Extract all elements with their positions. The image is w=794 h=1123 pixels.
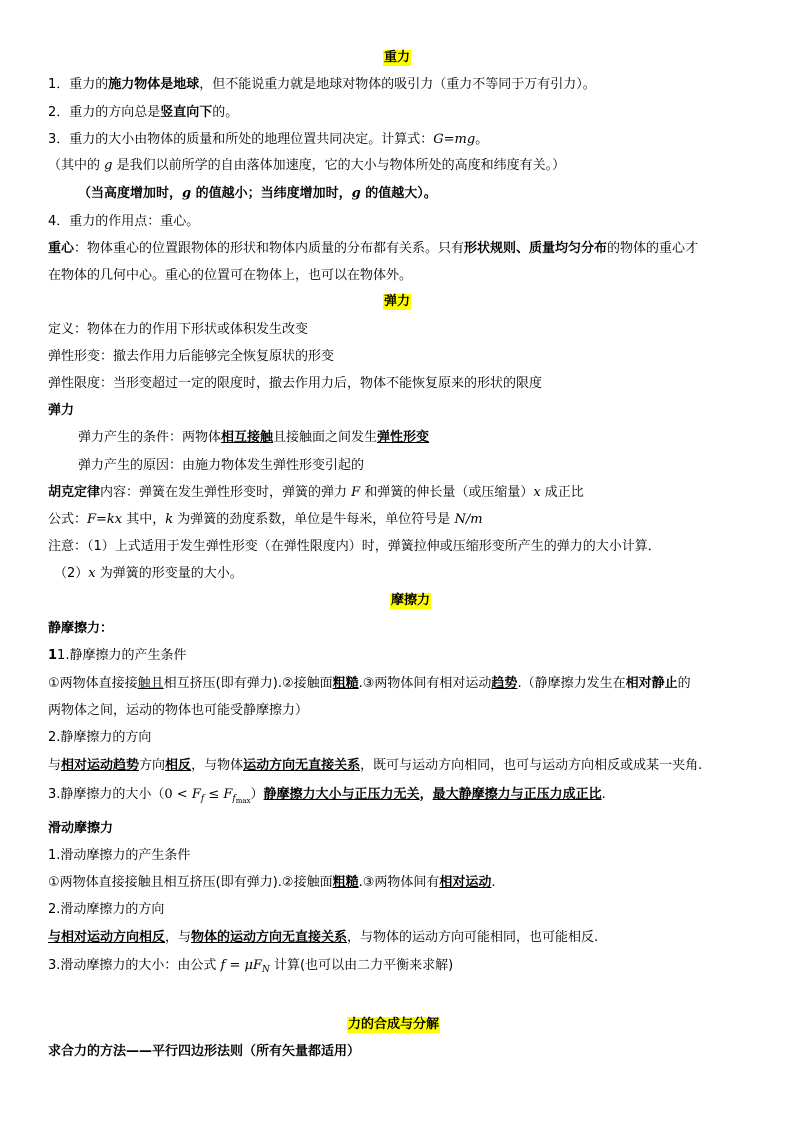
static-condition-line-1: ①两物体直接接触且相互挤压(即有弹力).②接触面粗糙.③两物体间有相对运动趋势.（静摩擦力发生在相对静止的 xyxy=(48,676,691,691)
section-title-friction: 摩擦力 xyxy=(391,593,431,608)
static-friction-heading: 静摩擦力： xyxy=(48,621,114,636)
kinetic-magnitude-line: 3.滑动摩擦力的大小：由公式 $f = \mu F_N$ 计算(也可以由二力平衡来求解) xyxy=(48,958,454,975)
gravity-line-6: 4．重力的作用点：重心。 xyxy=(48,214,200,229)
section-title-composition: 力的合成与分解 xyxy=(348,1017,440,1032)
composition-line-1: 求合力的方法——平行四边形法则（所有矢量都适用） xyxy=(48,1044,361,1059)
gravity-line-5: （当高度增加时，g 的值越小；当纬度增加时，g 的值越大）。 xyxy=(78,186,437,201)
gravity-line-8: 在物体的几何中心。重心的位置可在物体上，也可以在物体外。 xyxy=(48,268,413,283)
gravity-line-1: 1．重力的施力物体是地球，但不能说重力就是地球对物体的吸引力（重力不等同于万有引力）。 xyxy=(48,77,596,92)
static-direction-heading: 2.静摩擦力的方向 xyxy=(48,730,152,745)
hooke-law: 胡克定律内容：弹簧在发生弹性形变时，弹簧的弹力 F 和弹簧的伸长量（或压缩量）x 成正比 xyxy=(48,485,584,500)
kinetic-condition-line: ①两物体直接接触且相互挤压(即有弹力).②接触面粗糙.③两物体间有相对运动. xyxy=(48,875,496,890)
static-condition-line-2: 两物体之间，运动的物体也可能受静摩擦力） xyxy=(48,703,309,718)
kinetic-direction-heading: 2.滑动摩擦力的方向 xyxy=(48,902,165,917)
kinetic-condition-heading: 1.滑动摩擦力的产生条件 xyxy=(48,848,191,863)
kinetic-direction-line: 与相对运动方向相反，与物体的运动方向无直接关系，与物体的运动方向可能相同，也可能相反. xyxy=(48,930,599,945)
elastic-definition: 定义：物体在力的作用下形状或体积发生改变 xyxy=(48,322,309,337)
gravity-line-3: 3．重力的大小由物体的质量和所处的地理位置共同决定。计算式：G=mg。 xyxy=(48,132,489,147)
gravity-line-2: 2．重力的方向总是竖直向下的。 xyxy=(48,105,239,120)
kinetic-friction-heading: 滑动摩擦力 xyxy=(48,821,114,836)
static-magnitude-line: 3.静摩擦力的大小$(0 < F_f \le F_{fmax})$静摩擦力大小与正压力无关，最大静摩擦力与正压力成正比. xyxy=(48,787,606,805)
hooke-formula: 公式：F=kx 其中，k 为弹簧的劲度系数，单位是牛每米，单位符号是 N/m xyxy=(48,512,483,527)
gravity-line-4: （其中的 g 是我们以前所学的自由落体加速度，它的大小与物体所处的高度和纬度有关。） xyxy=(48,158,566,173)
elastic-heading: 弹力 xyxy=(48,403,75,418)
elastic-limit: 弹性限度：当形变超过一定的限度时，撤去作用力后，物体不能恢复原来的形状的限度 xyxy=(48,376,543,391)
elastic-note-1: 注意：（1）上式适用于发生弹性形变（在弹性限度内）时，弹簧拉伸或压缩形变所产生的弹力的大小计算． xyxy=(48,539,661,554)
gravity-line-7: 重心：物体重心的位置跟物体的形状和物体内质量的分布都有关系。只有形状规则、质量均匀分布的物体的重心才 xyxy=(48,241,699,256)
elastic-condition: 弹力产生的条件：两物体相互接触且接触面之间发生弹性形变 xyxy=(78,430,430,445)
elastic-note-2: （2）x 为弹簧的形变量的大小。 xyxy=(54,566,243,581)
static-condition-heading: 11.静摩擦力的产生条件 xyxy=(48,648,187,663)
section-title-gravity: 重力 xyxy=(384,50,411,65)
section-title-elastic: 弹力 xyxy=(384,294,411,309)
static-direction-line: 与相对运动趋势方向相反，与物体运动方向无直接关系，既可与运动方向相同，也可与运动方向相反或成某一夹角. xyxy=(48,758,703,773)
elastic-deformation: 弹性形变：撤去作用力后能够完全恢复原状的形变 xyxy=(48,349,335,364)
elastic-cause: 弹力产生的原因：由施力物体发生弹性形变引起的 xyxy=(78,458,365,473)
